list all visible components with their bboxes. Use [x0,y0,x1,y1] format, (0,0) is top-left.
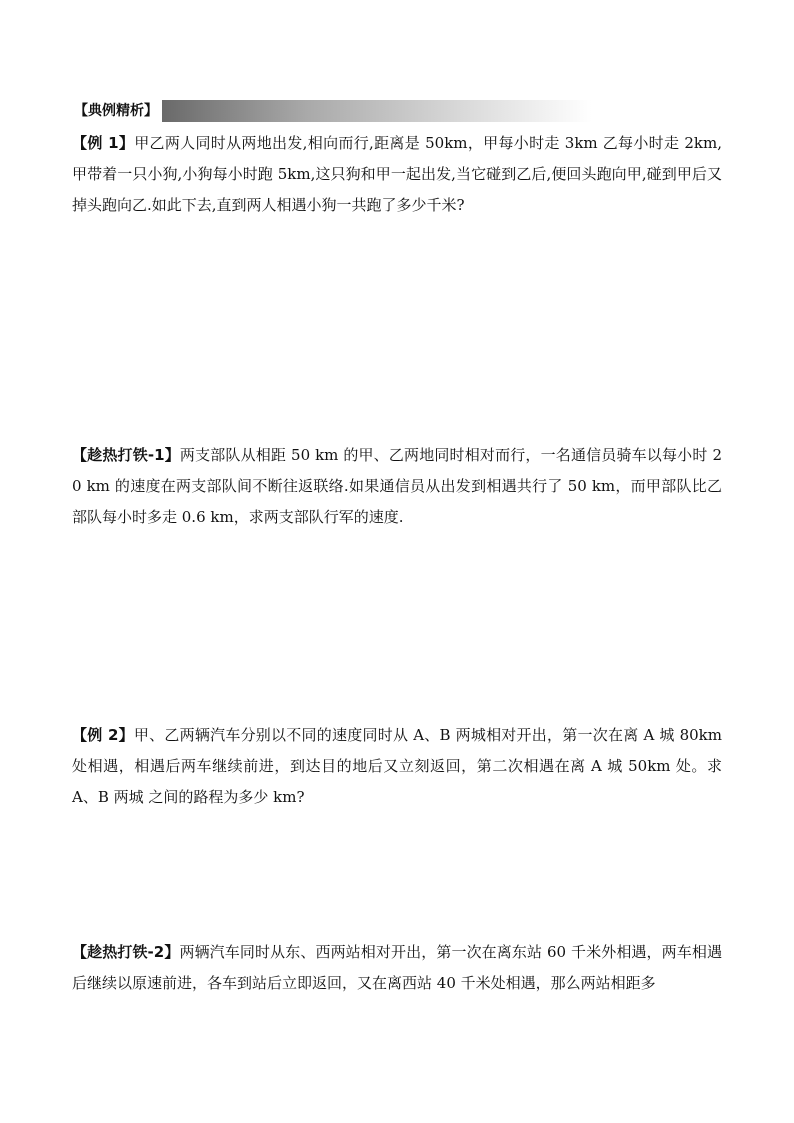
section-title: 【典例精析】 [72,100,162,122]
practice-2-tag: 【趁热打铁-2】 [72,943,180,961]
example-2-tag: 【例 2】 [72,726,134,744]
example-2-text: 甲、乙两辆汽车分别以不同的速度同时从 A、B 两城相对开出，第一次在离 A 城 80km 处相遇，相遇后两车继续前进，到达目的地后又立刻返回，第二次相遇在离 A 城 50km 处。求 A、B 两城 之间的路程为多少 km? [72,726,722,806]
practice-2-text: 两辆汽车同时从东、西两站相对开出，第一次在离东站 60 千米外相遇，两车相遇后继续以原速前进，各车到站后立即返回，又在离西站 40 千米处相遇，那么两站相距多 [72,943,722,992]
example-1-text: 甲乙两人同时从两地出发,相向而行,距离是 50km，甲每小时走 3km 乙每小时走 2km,甲带着一只小狗,小狗每小时跑 5km,这只狗和甲一起出发,当它碰到乙后,便回头跑向甲,碰到甲后又掉头跑向乙.如此下去,直到两人相遇小狗一共跑了多少千米? [72,134,722,214]
example-1-problem [72,128,722,221]
practice-1-tag: 【趁热打铁-1】 [72,446,180,464]
example-1-tag: 【例 1】 [72,134,135,152]
section-header-bar [72,100,592,122]
example-2-problem [72,720,722,813]
practice-2-problem [72,937,722,999]
practice-1-text: 两支部队从相距 50 km 的甲、乙两地同时相对而行，一名通信员骑车以每小时 20 km 的速度在两支部队间不断往返联络.如果通信员从出发到相遇共行了 50 km，而甲部队比乙部队每小时多走 0.6 km，求两支部队行军的速度. [72,446,722,526]
practice-1-problem [72,440,722,533]
